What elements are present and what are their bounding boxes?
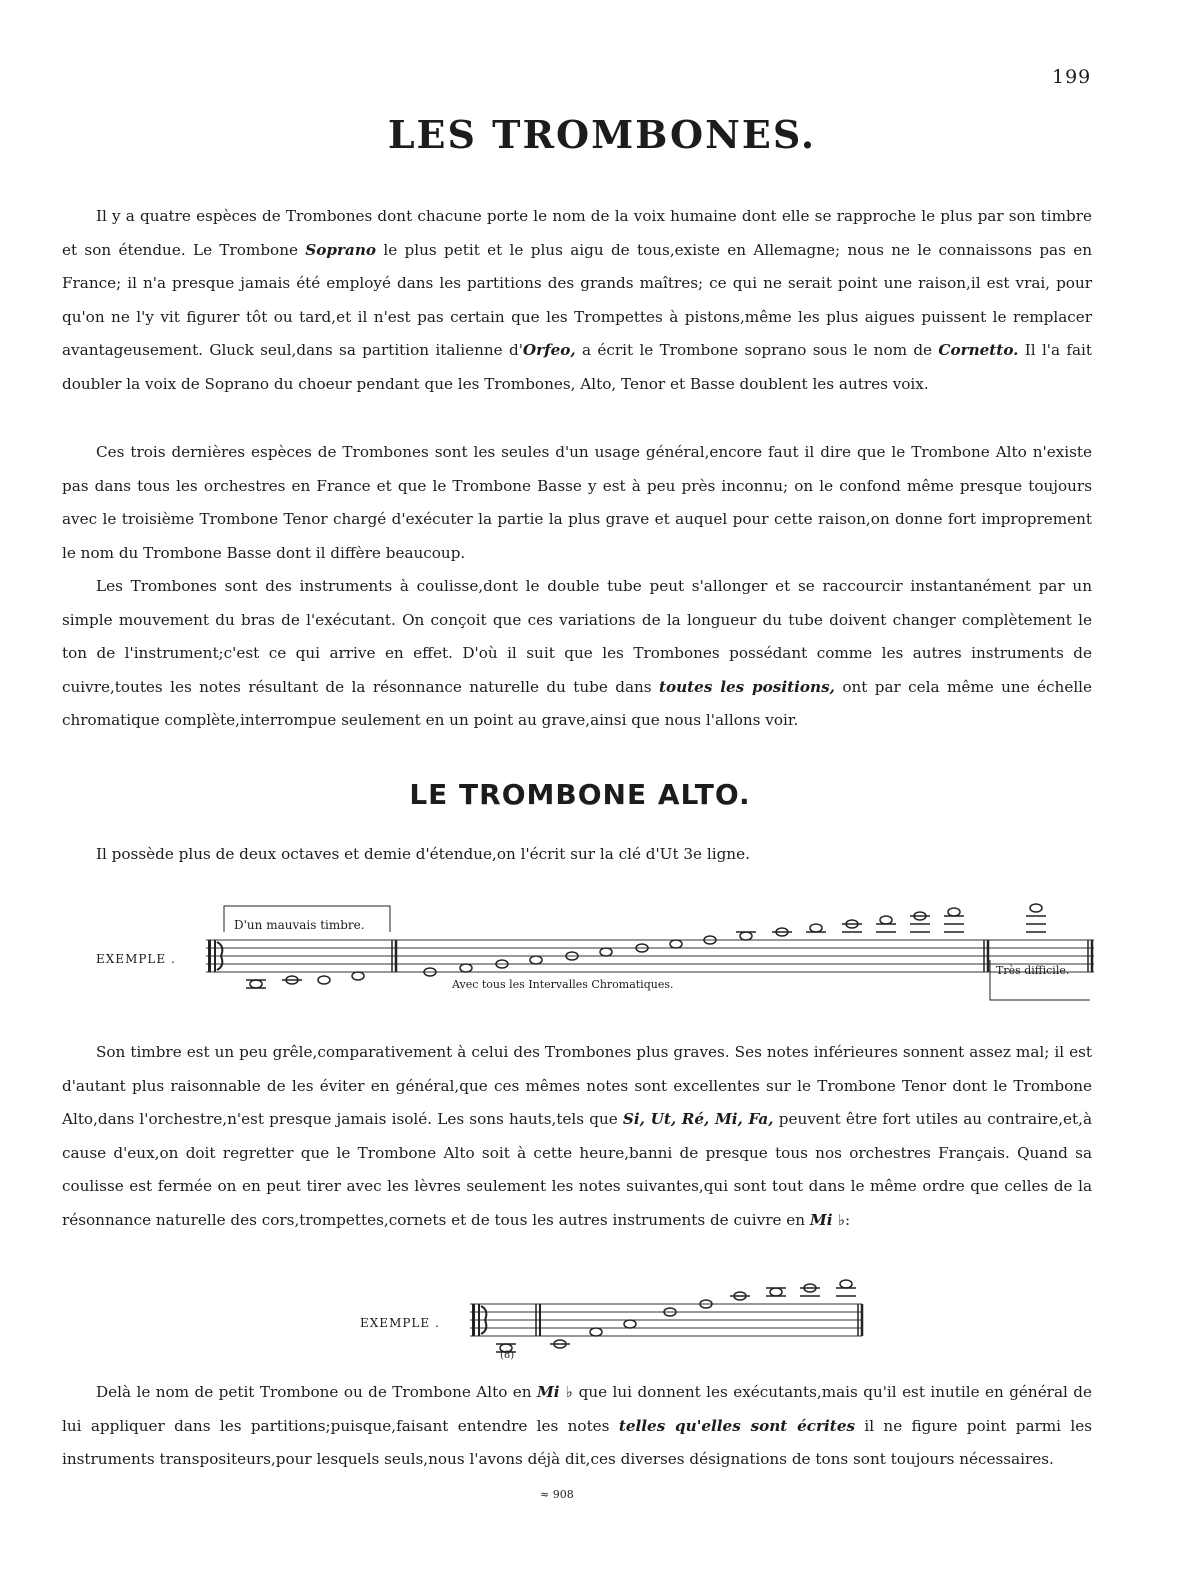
emphasis-cornetto: Cornetto. [938, 341, 1019, 360]
box-left-label: D'un mauvais timbre. [234, 918, 365, 932]
text-run: que lui donnent les exécutants,mais qu'il est inutile en général de lui appliquer dans les partitions;puisque,faisant entendre les notes [62, 1383, 1092, 1435]
emphasis-mi-flat: Mi ♭ [536, 1383, 574, 1401]
emphasis-soprano: Soprano [305, 240, 377, 259]
music-example-1 [96, 896, 1106, 1008]
page-title: LES TROMBONES. [387, 112, 817, 157]
text-run: Il possède plus de deux octaves et demie d'étendue,on l'écrit sur la clé d'Ut 3e ligne. [96, 845, 750, 863]
emphasis-telles: telles qu'elles sont écrites [618, 1416, 856, 1435]
staff-lines [206, 940, 1094, 972]
text-run: ont par cela même une échelle chromatique complète,interrompue seulement en un point au grave,ainsi que nous l'allons voir. [62, 677, 1093, 730]
alto-clef [208, 940, 222, 972]
text-run: Les Trombones sont des instruments à coulisse,dont le double tube peut s'allonger et se raccourcir instantanément par un simple mouvement du bras de l'exécutant. On conçoit que ces variations de la longueur du tube doivent changer complètement le ton de l'instrument;c'est ce qui arrive en effet. D'où il suit que les Trombones possédant comme les autres instruments de cuivre,toutes les notes résultant de la résonnance naturelle du tube dans [62, 577, 1092, 696]
alto-paragraph-1 [96, 838, 996, 872]
music-staff [340, 1272, 880, 1368]
text-run: Son timbre est un peu grêle,comparativement à celui des Trombones plus graves. Ses notes inférieures sonnent assez mal; il est d'autant plus raisonnable de les éviter en général,que ces mêmes notes sont excellentes sur le Trombone Tenor dont le Trombone Alto,dans l'orchestre,n'est presque jamais isolé. Les sons hauts,tels que [62, 1043, 1092, 1129]
text-run: Il y a quatre espèces de Trombones dont chacune porte le nom de la voix humaine dont elle se rapproche le plus par son timbre et son étendue. Le Trombone [62, 207, 1092, 259]
alto-paragraph-3 [62, 1376, 1092, 1477]
music-staff [96, 896, 1106, 1008]
alto-paragraph-2 [62, 1036, 1092, 1238]
text-run: le plus petit et le plus aigu de tous,existe en Allemagne; nous ne le connaissons pas en France; il n'a presque jamais été employé dans les partitions des grands maîtres; ce qui ne serait point une raison,il est vrai, pour qu'on ne l'y vit figurer tôt ou tard,et il n'est pas certain que les Trompettes à pistons,même les plus aigues puissent le remplacer avantageusement. Gluck seul,dans sa partition italienne d' [62, 240, 1092, 360]
chromatic-label: Avec tous les Intervalles Chromatiques. [452, 978, 674, 991]
text-run: Delà le nom de petit Trombone ou de Trombone Alto en [96, 1383, 537, 1401]
page-number: 199 [1052, 66, 1092, 88]
example-label: EXEMPLE . [96, 952, 176, 966]
text-run: Ces trois dernières espèces de Trombones sont les seules d'un usage général,encore faut il dire que le Trombone Alto n'existe pas dans tous les orchestres en France et que le Trombone Basse y est à peu près inconnu; on le confond même presque toujours avec le troisième Trombone Tenor chargé d'exécuter la partie la plus grave et auquel pour cette raison,on donne fort improprement le nom du Trombone Basse dont il diffère beaucoup. [62, 443, 1092, 562]
notes-low [246, 972, 364, 988]
emphasis-toutes-les-positions: toutes les positions, [658, 677, 835, 696]
box-right-label: Très difficile. [996, 964, 1070, 977]
text-run: a écrit le Trombone soprano sous le nom de [575, 341, 939, 360]
example-label: EXEMPLE . [360, 1316, 440, 1330]
emphasis-notes: Si, Ut, Ré, Mi, Fa, [622, 1110, 774, 1129]
text-run: : [844, 1210, 851, 1229]
emphasis-mi-flat: Mi ♭ [809, 1210, 845, 1229]
emphasis-orfeo: Orfeo, [522, 341, 576, 360]
footer-mark: ≈ 908 [540, 1488, 574, 1501]
intro-paragraph-1 [62, 200, 1092, 402]
text-run: il ne figure point parmi les instruments transpositeurs,pour lesquels seuls,nous l'avons déjà dit,ces diverses désignations de tons sont toujours nécessaires. [62, 1416, 1093, 1469]
intro-paragraph-3 [62, 570, 1092, 738]
music-example-2 [340, 1272, 880, 1368]
text-run: Il l'a fait doubler la voix de Soprano du choeur pendant que les Trombones, Alto, Tenor et Basse doublent les autres voix. [62, 341, 1092, 393]
intro-paragraph-2 [62, 436, 1092, 570]
section-title: LE TROMBONE ALTO. [409, 778, 751, 811]
ottava-mark: (8) [500, 1350, 515, 1361]
text-run: peuvent être fort utiles au contraire,et,à cause d'eux,on doit regretter que le Trombone Alto soit à cette heure,banni de presque tous nos orchestres Français. Quand sa coulisse est fermée on en peut tirer avec les lèvres seulement les notes suivantes,qui sont tout dans le même ordre que celles de la résonnance naturelle des cors,trompettes,cornets et de tous les autres instruments de cuivre en [62, 1110, 1092, 1229]
